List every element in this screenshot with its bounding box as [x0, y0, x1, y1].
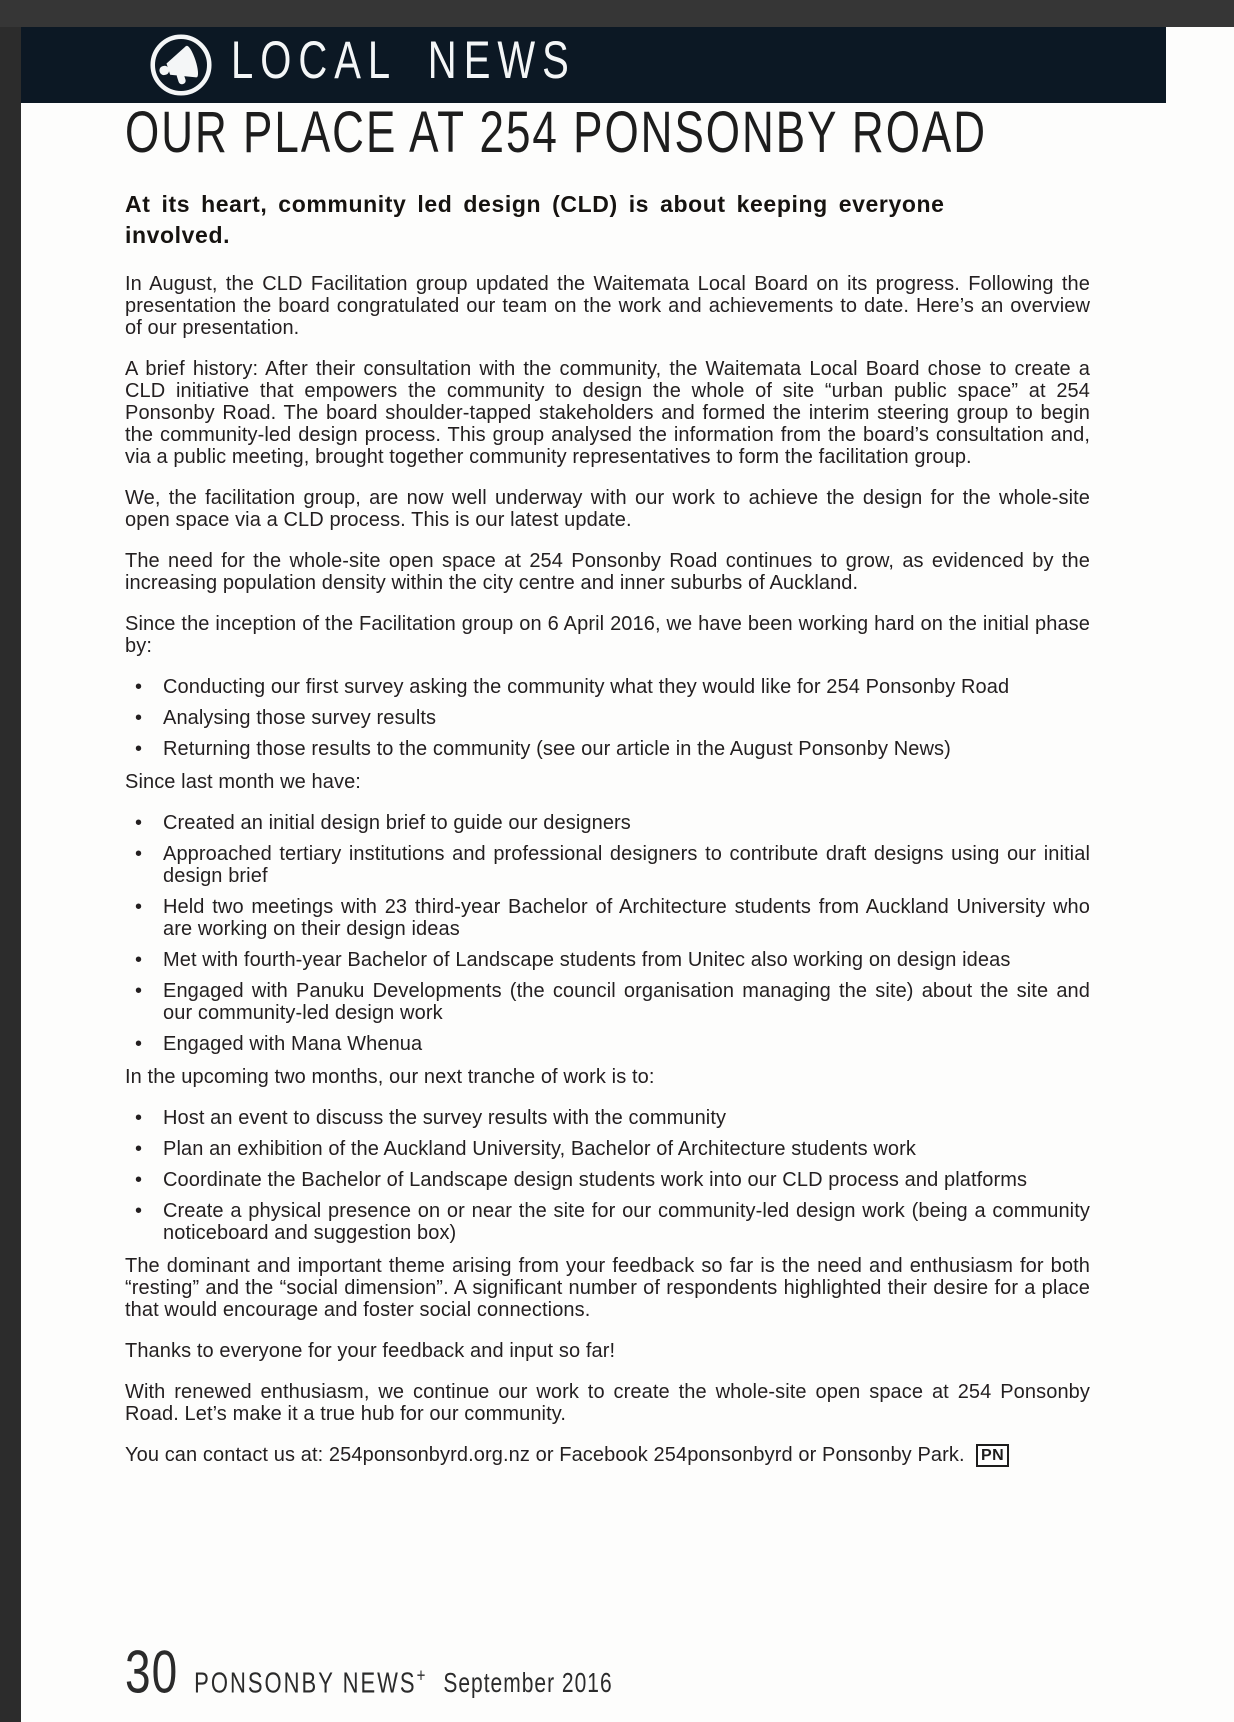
bullet-list: [125, 676, 1090, 760]
bullet-list: [125, 1107, 1090, 1244]
list-item: [125, 980, 1090, 1024]
page-title: OUR PLACE AT 254 PONSONBY ROAD: [125, 100, 988, 166]
section-label: LOCAL NEWS: [231, 31, 576, 90]
list-item: [125, 707, 1090, 729]
publication-name: PONSONBY NEWS+: [194, 1663, 428, 1699]
paragraph: Thanks to everyone for your feedback and input so far!: [125, 1340, 616, 1362]
list-item: [125, 843, 1090, 887]
list-item-text: Plan an exhibition of the Auckland University, Bachelor of Architecture students work: [163, 1138, 916, 1160]
list-item-text: Analysing those survey results: [163, 707, 437, 729]
magazine-page: [21, 27, 1234, 1722]
list-item-text: Coordinate the Bachelor of Landscape design students work into our CLD process and platforms: [163, 1169, 1028, 1191]
paragraph: You can contact us at: 254ponsonbyrd.org.nz or Facebook 254ponsonbyrd or Ponsonby Park. PN: [125, 1444, 1090, 1467]
list-item: [125, 738, 1090, 760]
list-item-text: Met with fourth-year Bachelor of Landscape students from Unitec also working on design ideas: [163, 949, 1011, 971]
section-banner: [21, 27, 1166, 103]
paragraph: We, the facilitation group, are now well underway with our work to achieve the design for the whole-site open space via a CLD process. This is our latest update.: [125, 487, 1090, 531]
list-item-text: Create a physical presence on or near the site for our community-led design work (being a community noticeboard and suggestion box): [163, 1200, 1090, 1244]
list-item: [125, 1138, 1090, 1160]
list-item: [125, 1200, 1090, 1244]
pn-badge: PN: [976, 1444, 1009, 1467]
article-body: [125, 273, 1090, 1467]
page-number: 30: [125, 1636, 179, 1706]
article-lead: At its heart, community led design (CLD) is about keeping everyone involved.: [125, 191, 945, 248]
paragraph: In August, the CLD Facilitation group updated the Waitemata Local Board on its progress. Following the presentation the board congratulated our team on the work and achievements to date. Here’s an overview of our presentation.: [125, 273, 1090, 339]
list-item-text: Returning those results to the community (see our article in the August Ponsonby News): [163, 738, 951, 760]
paragraph: A brief history: After their consultation with the community, the Waitemata Local Board chose to create a CLD initiative that empowers the community to design the whole of site “urban public space” at 254 Ponsonby Road. The board shoulder-tapped stakeholders and formed the interim steering group to begin the community-led design process. This group analysed the information from the board’s consultation and, via a public meeting, brought together community representatives to form the facilitation group.: [125, 358, 1090, 468]
list-item-text: Created an initial design brief to guide our designers: [163, 812, 631, 834]
paragraph: The dominant and important theme arising from your feedback so far is the need and enthusiasm for both “resting” and the “social dimension”. A significant number of respondents highlighted their desire for a place that would encourage and foster social connections.: [125, 1255, 1090, 1321]
list-item: [125, 812, 1090, 834]
paragraph: The need for the whole-site open space at 254 Ponsonby Road continues to grow, as evidenced by the increasing population density within the city centre and inner suburbs of Auckland.: [125, 550, 1090, 594]
list-item-text: Engaged with Mana Whenua: [163, 1033, 423, 1055]
paragraph: Since the inception of the Facilitation group on 6 April 2016, we have been working hard on the initial phase by:: [125, 613, 1090, 657]
issue-date: September 2016: [443, 1668, 613, 1699]
list-item: [125, 896, 1090, 940]
list-item-text: Engaged with Panuku Developments (the council organisation managing the site) about the site and our community-led design work: [163, 980, 1090, 1024]
megaphone-icon: [149, 33, 213, 97]
page-footer: [125, 1636, 613, 1706]
list-item: [125, 1107, 1090, 1129]
plus-mark: +: [416, 1663, 428, 1687]
paragraph: Since last month we have:: [125, 771, 361, 793]
paragraph: In the upcoming two months, our next tranche of work is to:: [125, 1066, 655, 1088]
bullet-list: [125, 812, 1090, 1055]
list-item: [125, 1169, 1090, 1191]
list-item-text: Held two meetings with 23 third-year Bachelor of Architecture students from Auckland University who are working on their design ideas: [163, 896, 1090, 940]
article: [125, 189, 1090, 1467]
list-item: [125, 676, 1090, 698]
list-item-text: Host an event to discuss the survey results with the community: [163, 1107, 727, 1129]
paragraph: With renewed enthusiasm, we continue our work to create the whole-site open space at 254 Ponsonby Road. Let’s make it a true hub for our community.: [125, 1381, 1090, 1425]
list-item: [125, 1033, 1090, 1055]
scan-frame-top: [0, 0, 1234, 27]
list-item: [125, 949, 1090, 971]
scan-frame-left: [0, 0, 21, 1722]
list-item-text: Approached tertiary institutions and professional designers to contribute draft designs using our initial design brief: [163, 843, 1090, 887]
list-item-text: Conducting our first survey asking the community what they would like for 254 Ponsonby Road: [163, 676, 1010, 698]
